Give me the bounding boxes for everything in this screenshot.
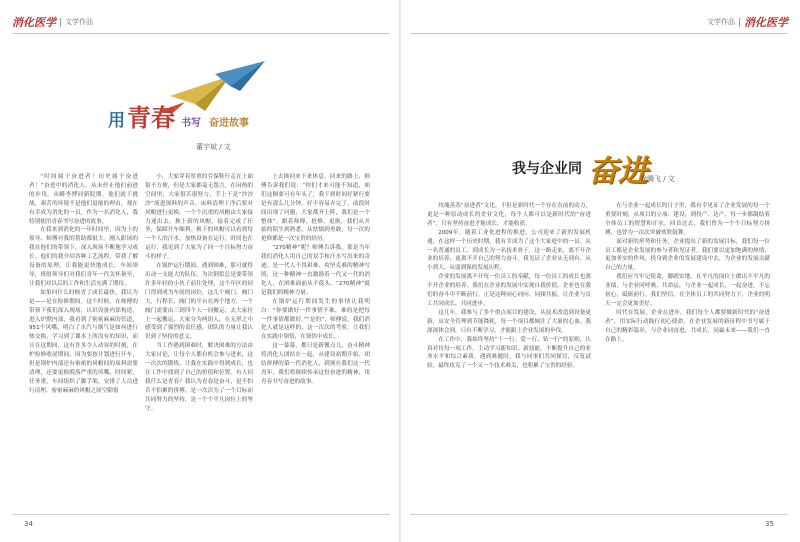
page-number: 34 — [24, 520, 33, 528]
paragraph: 2009年，随着工业化进程的推进，公司迎来了新的发展机遇，在这样一个历史时期，我有幸成为了这个大家庭中的一员。从一名普通的员工，到成长为一名技术骨干，这一路走来，离不开企业的培养，更离不开自己的努力奋斗。我见证了企业从无到有、从小到大、从弱到强的发展历程。 — [427, 229, 591, 272]
left-page-header — [12, 12, 93, 32]
title-part-1: 用 — [108, 111, 125, 131]
article-author: 徐腾飞 / 文 — [640, 175, 675, 183]
paragraph: 如果问什么时候青了成长最快，我认为是——是在检修期间。这个时候，在师傅的带领下我们深入现场，认识设备内部构造，进入炉膛内部，我看到了密密麻麻的管道，951个风嘴，明白了水汽与烟气是如何进行热交换，学习到了课本上所没有的知识，而且在这期间，这有许多令人动容的时刻，在炉检修收尾期间，因为要按计划进行开车，但是锅炉内部还有密密的风帽间的炭料需要清理，还要更换脱落严重的风嘴，时间紧，任务重，车间组织了脚手架，安排了人员进行清理、密密麻麻的风帽之间空隙很 — [29, 289, 138, 394]
text-column — [145, 173, 253, 413]
paragraph: 时代在发展，企业在进步，我们每个人都要做新时代的“奋进者”，用实际行动践行初心使命，在企业发展的新征程中书写属于自己的精彩篇章，与企业同奋进，共成长，同赢未来——我们一直在路上。 — [605, 309, 770, 343]
title-part-1: 我与企业同 — [512, 161, 582, 177]
paragraph: 当工作遇到困难时，解决困难的方法由大家讨论，让每个人都有机会参与进来，这一次次的锻炼，让我在实践中得到成长，也在工作中找到了自己的价值和位置。有人问我什么是青春？我认为青春是奋斗，是不怕苦不怕累的拼搏，是一次次为了一个目标而共同努力的坚持，是一个个平凡岗位上的坚守。 — [145, 343, 253, 412]
right-page-header — [707, 12, 788, 32]
paragraph: 在与企业一起成长的日子里，我有幸见证了企业发展的每一个重要时刻，从项目的立项、建设，到投产、达产，每一步都凝结着全体员工的智慧和汗水。回首过去，我们曾为一个个目标努力拼搏，也曾为一次次突破欢欣鼓舞。 — [605, 203, 770, 236]
footer-rule — [410, 514, 788, 515]
header-divider — [60, 18, 61, 27]
paragraph: 在锅炉运行期间，遇到困难，那可就得出动一支能大的队伍，为次倒浆总是要带领许多年轻的小伙子前往处理，这个年区的同门得到成为车间的岗位，这儿个阀门，阀门大，行程长，阀门的平台在两个地方，一个阀门需要由三到四个人一同搬运，去大家拉上一起搬运，大家分为两组人，在无形之中感受到了强烈的责任感，团队的力量让我认识到了坚持的意义。 — [145, 263, 253, 341]
paragraph: 玫瑰蒸蒸“奋进者”文化，不但是新时代一个存在直前的动力，更是一种原动成长的企业文化，每个人都可以是新时代的“奋进者”，只有坚持奋进才能成长，才能收获。 — [427, 203, 591, 227]
paragraph: 这一幕幕，都只是新馨点儿，奋斗精神将消化人团结在一起，从建设初期开始，团结拼搏的第一代消化人，到现在我们这一代青年，我们将继续传承这份奋进的精神，用青春书写奋进的故事。 — [261, 343, 370, 385]
paragraph: 在工作中，我始终坚持“干一行、爱一行、钻一行”的原则，认真对待每一项工作，主动学习新知识、新技能，不断提升自己的业务水平和综合素质。遇到难题时，我与同事们共同探讨，反复试验，最终攻克了一个又一个技术难关，也积累了宝贵的经验。 — [427, 336, 591, 370]
header-divider — [739, 18, 740, 27]
title-part-2: 青春 — [127, 103, 175, 132]
paragraph: 这几年，我参与了多个重点项目的建设，从技术改造到设备更新，从安全管理到节能降耗，每一个项目都倾注了大量的心血。我深深体会到，只有不断学习，才能跟上企业发展的步伐。 — [427, 309, 591, 334]
text-column — [605, 202, 770, 345]
paragraph: 在锅炉运行期间发生的事情让我明白：“你要做好一件事情不难，难的是把每一件事情都做好。”“是的”，师傅说，我们消化人就是这样的，这一次次的考验，让我们在实践中领悟，在领悟中成长。 — [261, 298, 370, 341]
page-spine — [399, 0, 401, 542]
title-part-2: 奋进 — [588, 154, 648, 189]
paragraph: 小，大家穿着厚重的劳保鞋行走在上面很不方便，但是大家都毫无怨言，在闷热的空间里，大家很苦很努力，手上干是“沙沙沙”流进深料的声音，床料清理干净后要对风帽进行更换，一个个沉重的风帽由大家接力递出去，换上新的风帽，接着完成了任务，保障开车顺利。换下的风帽可以看到每一个人的汗水，加热设备在运行，时间也在运行，我见到了大家为了同一个目标努力奋斗的样子。 — [145, 174, 253, 261]
footer-rule — [12, 514, 390, 515]
title-part-3: 书写 — [181, 118, 201, 129]
paragraph: 在我来到消化的一年时间里，因为上的领导、师傅对我的帮助都很大。刚入职场的我在他们的带领下，深入现场不断地学习成长。他们的我介绍各种工艺流程，带我了解设备的原理，让我能更快地成长。车间领导，班组领导们对我们青年一代关怀备至，让我们对以后的工作和生活充满了期待。 — [29, 227, 138, 287]
text-column — [29, 173, 138, 396]
paragraph: “270精神”呢？师傅告诉我，那是当年我们消化人用自己的双手和汗水写出来的奇迹，是一代人不畏艰难、攻坚克难的精神写照，这一种精神一直激励着一代又一代的消化人，在困难面前从不低头，“270精神”就是我们的精神力量。 — [261, 245, 370, 296]
paragraph: “时间属于奋进者！历史属于奋进者！”奋进中的消化人，从未停止他们前进的步伐。从瞬李博同新院期，他们就干挑战，艰苦的环境不是他们退缩的理由，观在有幸成为消化的一员，作为一名消化人，我特别使用青春书写奋进的故事。 — [29, 174, 138, 225]
article-author: 董宇斌 / 文 — [196, 143, 231, 151]
section-label: 文学作品 — [707, 18, 735, 26]
section-label: 文学作品 — [65, 18, 93, 26]
magazine-logo: 消化医学 — [744, 16, 788, 29]
paragraph: 企业的发展离不开每一位员工的奉献，每一位员工的成长也离不开企业的培养。我们在企业的发展中实现自我价值，企业也在我们的奋斗中不断前行。正是这种同心同向、同频共振，让企业与员工共同成长，共同进步。 — [427, 274, 591, 307]
header-rule — [410, 33, 788, 34]
paragraph: 上去换回来下来体息，回来的路上，师傅告诉我们说：“你们才来可能不知道，咱们这個要可有年头了，我干到时间好紧行要是有那么几分钟，好不容易弄完了，前段时间出现了问题，大家都齐上阵，我们是一个整体”。跟着师傅，抢修，更换，我们从开始的陌生到熟悉，从怯懦到勇敢，每一次的抢修都是一次宝贵的经历。 — [261, 174, 370, 243]
article-title-right — [512, 146, 648, 190]
paragraph: 我们应当牢记使命，脚踏实地，在平凡的岗位上做出不平凡的业绩，与企业同呼吸、共命运，与企业一起成长，一起奋进。不忘初心，砥砺前行，我们坚信，在全体员工的共同努力下，企业的明天一定会更加美好。 — [605, 274, 770, 307]
paragraph: 面对新的形势和任务，企业提出了新的发展目标，我们每一位员工都是企业发展的参与者和见证者，我们要以更加饱满的热情、更加务实的作风，投身到企业的发展建设中去，为企业的发展贡献自己的力量。 — [605, 238, 770, 272]
article-title-left — [108, 98, 249, 133]
magazine-logo: 消化医学 — [12, 16, 56, 29]
title-part-4: 奋进故事 — [209, 118, 249, 129]
header-rule — [12, 33, 390, 34]
page-number: 35 — [765, 520, 774, 528]
text-column — [261, 173, 370, 387]
text-column — [427, 202, 591, 371]
